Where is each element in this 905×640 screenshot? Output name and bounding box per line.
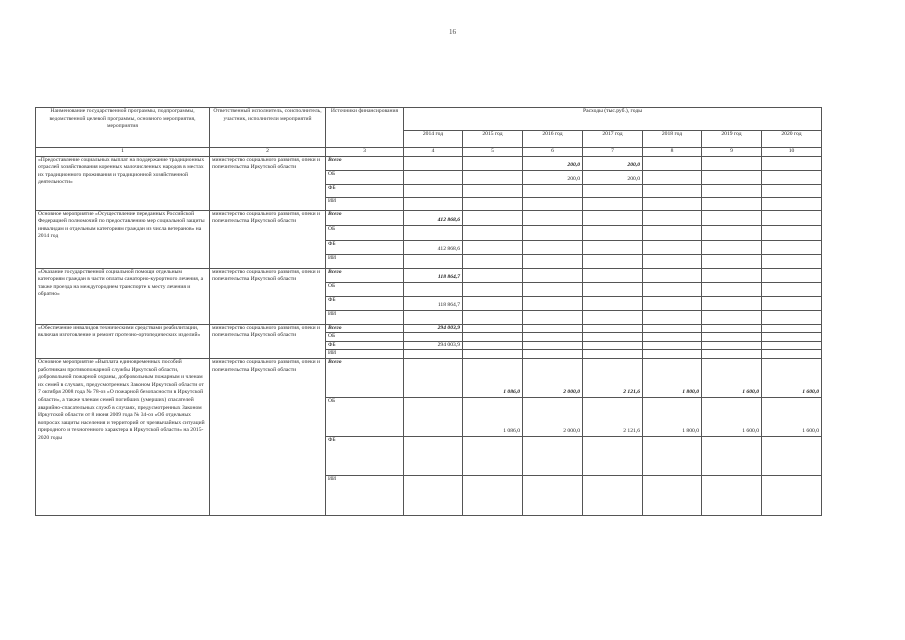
value-cell <box>523 184 583 197</box>
value-cell <box>463 268 523 282</box>
block-description: «Оказание государственной социальной помощи отдельным категориям граждан в части оплаты санаторно-курортного лечения, а также проезда на междугороднем транспорте к месту лечения и обратно» <box>36 268 210 324</box>
value-cell: 200,0 <box>523 156 583 170</box>
value-cell <box>702 268 762 282</box>
page-number: 16 <box>449 28 456 36</box>
source-fb: ФБ <box>326 341 404 350</box>
value-cell <box>702 296 762 310</box>
value-cell <box>643 341 702 350</box>
value-cell <box>583 310 643 324</box>
value-cell <box>463 210 523 225</box>
row-total <box>36 210 822 225</box>
header-executor: Ответственный исполнитель, соисполнитель, участник, исполнители мероприятий <box>210 108 326 148</box>
value-cell <box>762 436 822 475</box>
value-cell <box>463 156 523 170</box>
value-cell: 294 003,9 <box>404 324 463 333</box>
value-cell <box>762 254 822 268</box>
source-ob: ОБ <box>326 170 404 184</box>
value-cell: 412 868,6 <box>404 240 463 254</box>
value-cell <box>523 350 583 359</box>
value-cell <box>702 240 762 254</box>
source-ii: ИИ <box>326 254 404 268</box>
value-cell <box>702 184 762 197</box>
value-cell: 200,0 <box>523 170 583 184</box>
value-cell <box>762 210 822 225</box>
value-cell <box>523 341 583 350</box>
header-program: Наименование государственной программы, подпрограммы, ведомственной целевой программы, основного мероприятия, мероприятия <box>36 108 210 148</box>
value-cell <box>762 475 822 515</box>
value-cell <box>404 170 463 184</box>
value-cell <box>702 170 762 184</box>
value-cell <box>762 184 822 197</box>
value-cell <box>523 296 583 310</box>
value-cell <box>463 310 523 324</box>
col-number: 2 <box>210 148 326 157</box>
value-cell <box>643 350 702 359</box>
source-total: Всего <box>326 358 404 397</box>
value-cell <box>463 197 523 210</box>
value-cell <box>463 475 523 515</box>
value-cell <box>583 436 643 475</box>
source-ob: ОБ <box>326 225 404 240</box>
value-cell <box>643 156 702 170</box>
value-cell <box>583 197 643 210</box>
value-cell <box>762 225 822 240</box>
row-total <box>36 156 822 170</box>
value-cell: 200,0 <box>583 156 643 170</box>
value-cell <box>583 254 643 268</box>
value-cell <box>523 475 583 515</box>
program-block <box>36 156 822 210</box>
value-cell: 1 800,0 <box>643 358 702 397</box>
value-cell <box>643 310 702 324</box>
col-number: 1 <box>36 148 210 157</box>
source-ii: ИИ <box>326 475 404 515</box>
block-executor: министерство социального развития, опеки и попечительства Иркутской области <box>210 210 326 268</box>
value-cell <box>762 310 822 324</box>
year-2020: 2020 год <box>762 131 822 148</box>
value-cell <box>702 333 762 342</box>
source-fb: ФБ <box>326 296 404 310</box>
value-cell: 118 864,7 <box>404 268 463 282</box>
value-cell <box>463 350 523 359</box>
value-cell <box>463 333 523 342</box>
source-ii: ИИ <box>326 310 404 324</box>
value-cell <box>643 475 702 515</box>
value-cell <box>463 341 523 350</box>
value-cell <box>404 358 463 397</box>
source-fb: ФБ <box>326 184 404 197</box>
value-cell <box>702 310 762 324</box>
value-cell <box>523 324 583 333</box>
source-fb: ФБ <box>326 240 404 254</box>
value-cell <box>404 197 463 210</box>
value-cell <box>523 254 583 268</box>
col-number: 5 <box>463 148 523 157</box>
value-cell <box>463 296 523 310</box>
value-cell <box>702 254 762 268</box>
source-ob: ОБ <box>326 333 404 342</box>
col-number: 10 <box>762 148 822 157</box>
value-cell: 412 868,6 <box>404 210 463 225</box>
value-cell <box>643 225 702 240</box>
value-cell <box>463 170 523 184</box>
value-cell <box>762 197 822 210</box>
value-cell <box>643 240 702 254</box>
value-cell <box>583 350 643 359</box>
value-cell <box>702 197 762 210</box>
value-cell <box>643 197 702 210</box>
row-total <box>36 358 822 397</box>
value-cell <box>404 225 463 240</box>
year-2016: 2016 год <box>523 131 583 148</box>
value-cell <box>523 282 583 296</box>
value-cell: 294 003,9 <box>404 341 463 350</box>
value-cell <box>643 254 702 268</box>
value-cell <box>463 225 523 240</box>
year-2014: 2014 год <box>404 131 463 148</box>
year-2017: 2017 год <box>583 131 643 148</box>
value-cell <box>762 240 822 254</box>
value-cell <box>523 210 583 225</box>
value-cell <box>523 197 583 210</box>
value-cell <box>583 341 643 350</box>
source-total: Всего <box>326 268 404 282</box>
header-sources: Источники финансирования <box>326 108 404 148</box>
value-cell: 1 600,0 <box>762 358 822 397</box>
value-cell <box>583 324 643 333</box>
value-cell: 1 086,0 <box>463 397 523 436</box>
value-cell <box>702 475 762 515</box>
value-cell <box>404 475 463 515</box>
value-cell: 1 600,0 <box>702 397 762 436</box>
value-cell <box>463 184 523 197</box>
source-total: Всего <box>326 324 404 333</box>
value-cell <box>643 170 702 184</box>
source-ii: ИИ <box>326 350 404 359</box>
value-cell <box>404 310 463 324</box>
value-cell <box>404 282 463 296</box>
value-cell <box>404 254 463 268</box>
value-cell <box>643 282 702 296</box>
block-executor: министерство социального развития, опеки и попечительства Иркутской области <box>210 268 326 324</box>
value-cell <box>762 296 822 310</box>
value-cell: 1 600,0 <box>762 397 822 436</box>
value-cell <box>643 436 702 475</box>
value-cell <box>702 156 762 170</box>
block-description: «Предоставление социальных выплат на поддержание традиционных отраслей хозяйствования коренных малочисленных народов в местах их традиционного проживания и традиционной хозяйственной деятельности» <box>36 156 210 210</box>
value-cell <box>762 341 822 350</box>
value-cell <box>523 225 583 240</box>
value-cell <box>583 225 643 240</box>
value-cell: 1 086,0 <box>463 358 523 397</box>
value-cell <box>762 170 822 184</box>
value-cell: 2 121,6 <box>583 358 643 397</box>
value-cell: 200,0 <box>583 170 643 184</box>
column-number-row <box>36 148 822 157</box>
value-cell <box>702 282 762 296</box>
value-cell <box>523 310 583 324</box>
value-cell <box>583 475 643 515</box>
year-2018: 2018 год <box>643 131 702 148</box>
row-total <box>36 324 822 333</box>
value-cell <box>404 333 463 342</box>
source-ob: ОБ <box>326 397 404 436</box>
header-expenses: Расходы (тыс.руб.), годы <box>404 108 822 131</box>
col-number: 3 <box>326 148 404 157</box>
value-cell <box>583 240 643 254</box>
value-cell <box>762 268 822 282</box>
value-cell <box>702 210 762 225</box>
block-description: Основное мероприятие «Осуществление переданных Российской Федерацией полномочий по предоставлению мер социальной защиты инвалидам и отдельным категориям граждан из числа ветеранов» на 2014 год <box>36 210 210 268</box>
program-block <box>36 324 822 358</box>
source-ii: ИИ <box>326 197 404 210</box>
value-cell <box>583 333 643 342</box>
value-cell <box>762 324 822 333</box>
value-cell: 1 600,0 <box>702 358 762 397</box>
year-2019: 2019 год <box>702 131 762 148</box>
value-cell <box>523 436 583 475</box>
value-cell <box>523 268 583 282</box>
col-number: 4 <box>404 148 463 157</box>
value-cell <box>583 282 643 296</box>
value-cell <box>702 225 762 240</box>
value-cell <box>702 436 762 475</box>
value-cell <box>463 324 523 333</box>
value-cell <box>583 210 643 225</box>
expenses-table <box>35 107 822 516</box>
col-number: 6 <box>523 148 583 157</box>
col-number: 9 <box>702 148 762 157</box>
value-cell <box>643 333 702 342</box>
value-cell <box>762 282 822 296</box>
value-cell <box>404 350 463 359</box>
value-cell <box>404 156 463 170</box>
value-cell <box>583 268 643 282</box>
value-cell <box>463 282 523 296</box>
program-block <box>36 358 822 515</box>
value-cell <box>463 240 523 254</box>
block-executor: министерство социального развития, опеки и попечительства Иркутской области <box>210 358 326 515</box>
value-cell <box>643 296 702 310</box>
value-cell <box>762 333 822 342</box>
source-total: Всего <box>326 210 404 225</box>
block-description: «Обеспечение инвалидов техническими средствами реабилитации, включая изготовление и ремонт протезно-ортопедических изделий» <box>36 324 210 358</box>
col-number: 8 <box>643 148 702 157</box>
value-cell <box>463 436 523 475</box>
value-cell <box>702 341 762 350</box>
block-executor: министерство социального развития, опеки и попечительства Иркутской области <box>210 156 326 210</box>
row-total <box>36 268 822 282</box>
value-cell <box>762 156 822 170</box>
source-fb: ФБ <box>326 436 404 475</box>
value-cell <box>643 210 702 225</box>
value-cell <box>702 324 762 333</box>
value-cell <box>643 184 702 197</box>
value-cell <box>404 397 463 436</box>
value-cell: 2 000,0 <box>523 358 583 397</box>
value-cell <box>523 240 583 254</box>
value-cell <box>643 268 702 282</box>
source-total: Всего <box>326 156 404 170</box>
value-cell: 2 121,6 <box>583 397 643 436</box>
value-cell <box>702 350 762 359</box>
value-cell <box>523 333 583 342</box>
program-block <box>36 210 822 268</box>
value-cell: 1 800,0 <box>643 397 702 436</box>
value-cell <box>762 350 822 359</box>
value-cell <box>404 184 463 197</box>
source-ob: ОБ <box>326 282 404 296</box>
block-description: Основное мероприятие «Выплата единовременных пособий работникам противопожарной службы Иркутской области, добровольной пожарной охраны, добровольным пожарным и членам их семей в случаях, предусмотренных Законом Иркутской области от 7 октября 2008 года № 78-оз «О пожарной безопасности в Иркутской области», а также членам семей погибших (умерших) спасателей аварийно-спасательных служб в случаях, предусмотренных Законом Иркутской области от 8 июня 2009 года № 34-оз «Об отдельных вопросах защиты населения и территорий от чрезвычайных ситуаций природного и техногенного характера в Иркутской области» на 2015-2020 годы <box>36 358 210 515</box>
value-cell: 118 864,7 <box>404 296 463 310</box>
program-block <box>36 268 822 324</box>
block-executor: министерство социального развития, опеки и попечительства Иркутской области <box>210 324 326 358</box>
value-cell: 2 000,0 <box>523 397 583 436</box>
value-cell <box>643 324 702 333</box>
value-cell <box>463 254 523 268</box>
col-number: 7 <box>583 148 643 157</box>
value-cell <box>583 184 643 197</box>
value-cell <box>583 296 643 310</box>
value-cell <box>404 436 463 475</box>
year-2015: 2015 год <box>463 131 523 148</box>
